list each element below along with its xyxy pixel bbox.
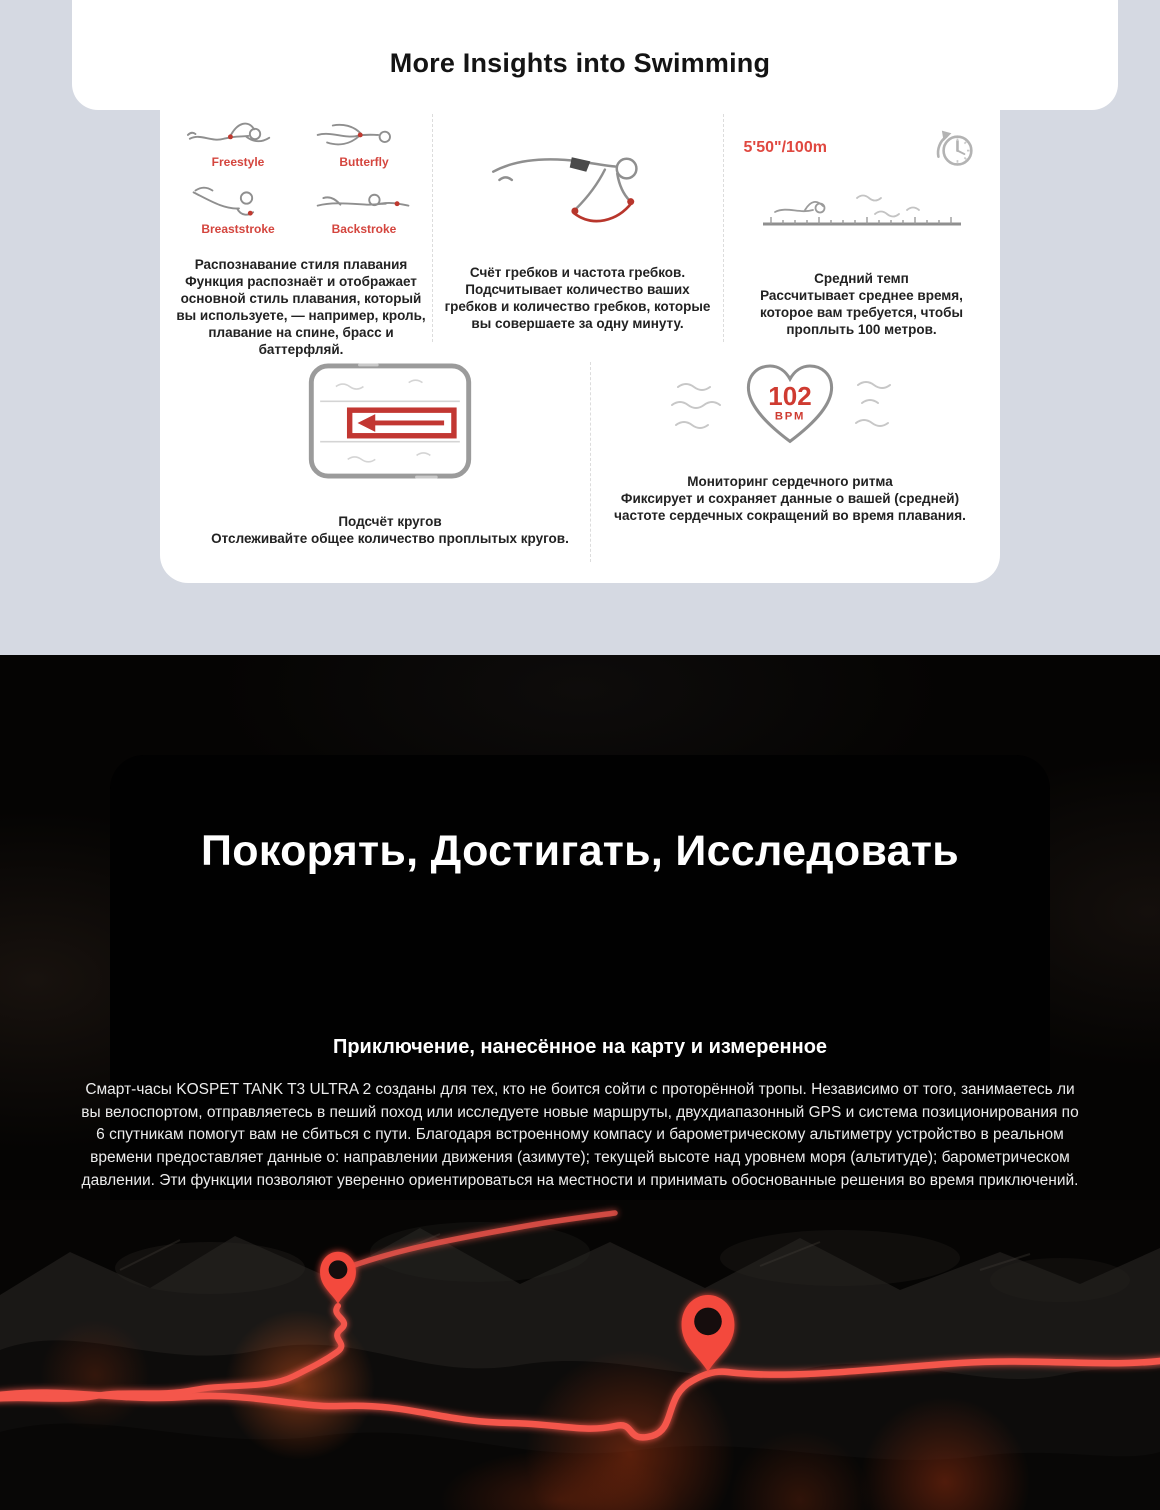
swim-insights-section — [0, 0, 1160, 655]
heart-icon — [738, 359, 842, 451]
feature-average-pace — [723, 108, 1000, 338]
swim-style-label: Backstroke — [331, 222, 397, 236]
heart-bpm-unit: BPM — [774, 410, 806, 423]
stopwatch-icon — [928, 122, 980, 174]
swim-style-butterfly — [305, 114, 423, 169]
freestyle-swimmer-icon — [186, 114, 290, 154]
adventure-subheading: Приключение, нанесённое на карту и измеренное — [332, 1036, 828, 1058]
wave-icon — [848, 375, 910, 435]
swim-styles-grid — [179, 114, 423, 236]
feature-title: Распознавание стиля плавания — [194, 257, 408, 272]
adventure-section — [0, 655, 1160, 1510]
feature-caption — [441, 264, 715, 332]
section-title: More Insights into Swimming — [389, 48, 771, 78]
feature-desc: Фиксирует и сохраняет данные о вашей (средней) частоте сердечных сокращений во время плавания. — [614, 491, 966, 523]
swim-style-breaststroke — [179, 177, 297, 236]
pace-header — [744, 122, 980, 174]
swim-style-label: Butterfly — [339, 155, 389, 169]
heart-bpm-value: 102 — [768, 381, 812, 411]
pace-ruler-illustration — [757, 182, 967, 234]
feature-caption — [173, 256, 429, 358]
feature-title: Мониторинг сердечного ритма — [687, 474, 893, 489]
adventure-paragraph: Смарт-часы KOSPET TANK T3 ULTRA 2 созданы для тех, кто не боится сойти с проторённой тропы. Независимо от того, занимаетесь ли вы велоспортом, отправляетесь в пеший поход или исследуете новые маршруты, двухдиапазонный GPS и система позиционирования по 6 спутникам помогут вам не сбиться с пути. Благодаря встроенному компасу и барометрическому альтиметру устройство в реальном времени предоставляет данные о: направлении движения (азимуте); текущей высоте над уровнем моря (альтитуде); барометрическом давлении. Эти функции позволяют уверенно ориентироваться на местности и принимать обоснованные решения во время приключений. — [81, 1081, 1079, 1189]
feature-title: Счёт гребков и частота гребков. — [469, 265, 686, 280]
swim-style-label: Breaststroke — [201, 222, 275, 236]
swim-style-label: Freestyle — [211, 155, 265, 169]
breaststroke-swimmer-icon — [186, 177, 290, 221]
feature-desc: Подсчитывает количество ваших гребков и количество гребков, которые вы совершаете за одну минуту. — [444, 282, 711, 331]
feature-caption — [600, 473, 980, 524]
stroke-count-swimmer-icon — [483, 120, 673, 242]
feature-desc: Рассчитывает среднее время, которое вам требуется, чтобы проплыть 100 метров. — [759, 288, 963, 337]
pool-lap-icon — [306, 361, 474, 481]
feature-heart-rate — [590, 345, 990, 524]
swim-style-freestyle — [179, 114, 297, 169]
butterfly-swimmer-icon — [312, 114, 416, 154]
feature-style-recognition — [170, 108, 432, 358]
feature-caption — [190, 513, 590, 547]
feature-title: Подсчёт кругов — [338, 514, 442, 529]
backstroke-swimmer-icon — [312, 177, 416, 221]
swim-style-backstroke — [305, 177, 423, 236]
feature-desc: Функция распознаёт и отображает основной стиль плавания, который вы используете, — например, кроль, плавание на спине, брасс и баттерфляй. — [176, 274, 426, 357]
mountain-route-illustration — [0, 1200, 1160, 1510]
feature-caption — [742, 270, 982, 338]
swim-features-card — [160, 26, 1000, 583]
wave-icon — [670, 375, 732, 435]
feature-stroke-count — [432, 108, 723, 332]
heart-rate-illustration — [670, 359, 910, 451]
feature-desc: Отслеживайте общее количество проплытых кругов. — [211, 531, 569, 546]
feature-lap-count — [190, 345, 590, 547]
adventure-heading: Покорять, Достигать, Исследовать — [201, 827, 959, 875]
feature-title: Средний темп — [814, 271, 909, 286]
pace-value: 5'50"/100m — [743, 139, 827, 156]
